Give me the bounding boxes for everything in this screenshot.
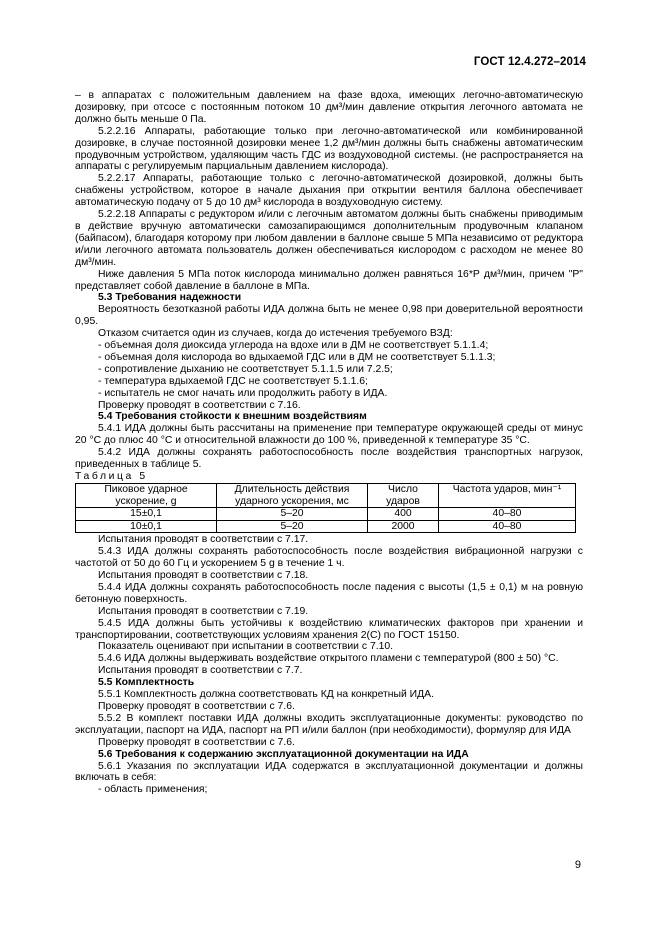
table-header-cell: Длительность действия ударного ускорения, мс: [217, 483, 368, 507]
paragraph: Испытания проводят в соответствии с 7.17.: [98, 534, 309, 546]
document-body: [75, 90, 583, 796]
clause-5-4-1: 5.4.1 ИДА должны быть рассчитаны на применение при температуре окружающей среды от минус 20 °С до плюс 40 °С и относительной влажности до 100 %, приведенной к температуре 35 °С.: [75, 423, 583, 447]
data-table: [75, 483, 576, 533]
paragraph: Показатель оценивают при испытании в соответствии с 7.10.: [98, 641, 394, 653]
clause-5-4-5: 5.4.5 ИДА должны быть устойчивы к воздействию климатических факторов при хранении и транспортировании, соответствующих условиям хранения 2(С) по ГОСТ 15150.: [75, 617, 583, 641]
clause-5-4-3: 5.4.3 ИДА должны сохранять работоспособность после воздействия вибрационной нагрузки с частотой от 50 до 60 Гц и ускорением 5 g в течение 1 ч.: [75, 546, 583, 570]
list-item: - испытатель не смог начать или продолжить работу в ИДА.: [98, 387, 388, 399]
clause-5-2-2-17: 5.2.2.17 Аппараты, работающие только с легочно-автоматической дозировкой, должны быть снабжены устройством, которое в начале дыхания при открытии вентиля баллона обеспечивает автоматическую подачу от 5 до 10 дм³ кислорода в воздуховодную систему.: [75, 173, 583, 209]
page-number: 9: [574, 859, 581, 871]
list-item: - область применения;: [98, 784, 208, 796]
section-heading-5-5: 5.5 Комплектность: [98, 677, 195, 689]
table-caption: Таблица 5: [75, 471, 148, 482]
paragraph: Испытания проводят в соответствии с 7.19.: [98, 605, 309, 617]
section-heading-5-6: 5.6 Требования к содержанию эксплуатационной документации на ИДА: [98, 748, 469, 760]
clause-5-2-2-18: 5.2.2.18 Аппараты с редуктором и/или с легочным автоматом должны быть снабжены приводимым в действие вручную автоматически самозапирающимся дополнительным продувочным клапаном (байпасом), благодаря которому при любом давлении в баллоне свыше 5 МПа независимо от редуктора и/или легочного автомата пользователь должен обеспечиваться кислородом с расходом не менее 80 дм³/мин.: [75, 209, 583, 268]
table-header-cell: Пиковое ударное ускорение, g: [76, 483, 217, 507]
clause-5-5-2: 5.5.2 В комплект поставки ИДА должны входить эксплуатационные документы: руководство по эксплуатации, паспорт на ИДА, паспорт на РП и/или баллон (при необходимости), формуляр для ИДА: [75, 712, 583, 736]
section-heading-5-4: 5.4 Требования стойкости к внешним воздействиям: [98, 411, 367, 423]
list-item: - объемная доля диоксида углерода на вдохе или в ДМ не соответствует 5.1.1.4;: [98, 340, 489, 352]
paragraph: Испытания проводят в соответствии с 7.7.: [98, 665, 303, 677]
clause-5-4-2: 5.4.2 ИДА должны сохранять работоспособность после воздействия транспортных нагрузок, приведенных в таблице 5.: [75, 447, 583, 471]
paragraph: Ниже давления 5 МПа поток кислорода минимально должен равняться 16*Р дм³/мин, причем "Р" представляет собой давление в баллоне в МПа.: [75, 268, 583, 292]
table-header-cell: Частота ударов, мин⁻¹: [439, 483, 576, 507]
section-heading-5-3: 5.3 Требования надежности: [98, 292, 242, 304]
paragraph: Проверку проводят в соответствии с 7.6.: [98, 700, 295, 712]
clause-5-4-4: 5.4.4 ИДА должны сохранять работоспособность после падения с высоты (1,5 ± 0,1) м на ровную бетонную поверхность.: [75, 581, 583, 605]
table-cell: 40–80: [439, 520, 576, 533]
table-row: [76, 520, 576, 533]
table-row: [76, 508, 576, 521]
document-header: ГОСТ 12.4.272–2014: [473, 56, 586, 68]
paragraph: Отказом считается один из случаев, когда до истечения требуемого ВЗД:: [98, 328, 453, 340]
list-item: - сопротивление дыханию не соответствует 5.1.1.5 или 7.2.5;: [98, 363, 393, 375]
paragraph: Испытания проводят в соответствии с 7.18.: [98, 570, 309, 581]
paragraph: Вероятность безотказной работы ИДА должна быть не менее 0,98 при доверительной вероятности 0,95.: [75, 304, 583, 328]
table-cell: 2000: [368, 520, 439, 533]
clause-5-5-1: 5.5.1 Комплектность должна соответствовать КД на конкретный ИДА.: [98, 689, 434, 701]
table-cell: 5–20: [217, 508, 368, 521]
clause-5-2-2-16: 5.2.2.16 Аппараты, работающие только при легочно-автоматической или комбинированной дозировке, в случае постоянной дозировки менее 1,2 дм³/мин должны быть снабжены автоматическим продувочным устройством, удаляющим часть ГДС из воздуховодной системы. (не распространяется на аппараты с регулируемым парциальным давлением кислорода).: [75, 125, 583, 173]
table-cell: 10±0,1: [76, 520, 217, 533]
paragraph: Проверку проводят в соответствии с 7.16.: [98, 399, 301, 411]
clause-5-6-1: 5.6.1 Указания по эксплуатации ИДА содержатся в эксплуатационной документации и должны включать в себя:: [75, 760, 583, 784]
table-cell: 5–20: [217, 520, 368, 533]
table-cell: 15±0,1: [76, 508, 217, 521]
table-cell: 400: [368, 508, 439, 521]
clause-5-4-6: 5.4.6 ИДА должны выдерживать воздействие открытого пламени с температурой (800 ± 50) °С.: [98, 653, 559, 665]
list-item: - температура вдыхаемой ГДС не соответствует 5.1.1.6;: [98, 375, 368, 387]
paragraph: – в аппаратах с положительным давлением на фазе вдоха, имеющих легочно-автоматическую дозировку, при отсосе с постоянным потоком 10 дм³/мин давление открытия легочного автомата не должно быть меньше 0 Па.: [75, 90, 583, 125]
table-header-row: [76, 483, 576, 507]
table-header-cell: Число ударов: [368, 483, 439, 507]
table-cell: 40–80: [439, 508, 576, 521]
paragraph: Проверку проводят в соответствии с 7.6.: [98, 736, 295, 748]
list-item: - объемная доля кислорода во вдыхаемой ГДС или в ДМ не соответствует 5.1.1.3;: [98, 351, 496, 363]
